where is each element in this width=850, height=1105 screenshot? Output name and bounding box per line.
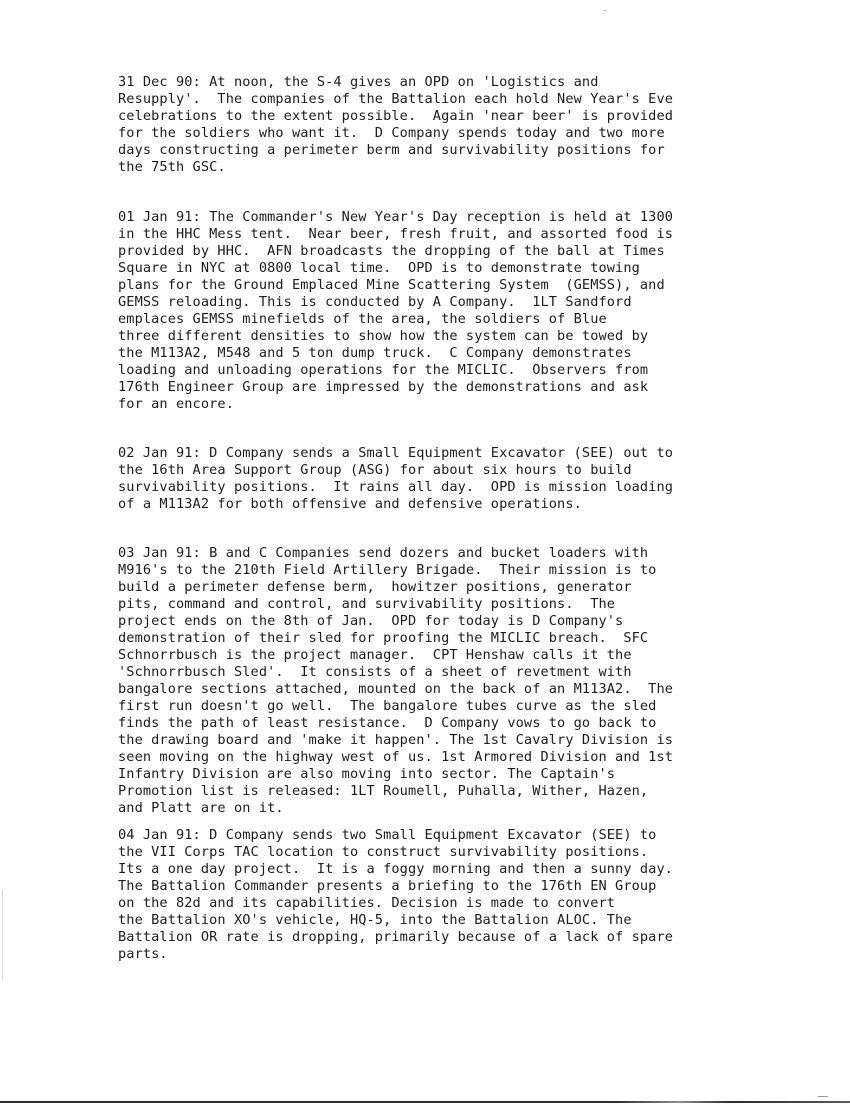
- left-margin-scan-line: [2, 890, 3, 980]
- log-entry-02-jan-91: 02 Jan 91: D Company sends a Small Equipment Excavator (SEE) out to the 16th Area Support Group (ASG) for about six hours to build survivability positions. It rains all day. OPD is mission loading of a M113A2 for both offensive and defensive operations.: [118, 445, 674, 512]
- log-entry-04-jan-91: 04 Jan 91: D Company sends two Small Equipment Excavator (SEE) to the VII Corps TAC location to construct survivability positions. Its a one day project. It is a foggy morning and then a sunny day. The Battalion Commander presents a briefing to the 176th EN Group on the 82d and its capabilities. Decision is made to convert the Battalion XO's vehicle, HQ-5, into the Battalion ALOC. The Battalion OR rate is dropping, primarily because of a lack of spare parts.: [118, 827, 674, 962]
- scan-speck: [604, 10, 606, 11]
- log-entry-03-jan-91: 03 Jan 91: B and C Companies send dozers and bucket loaders with M916's to the 210th Field Artillery Brigade. Their mission is to build a perimeter defense berm, howitzer positions, generator pits, command and control, and survivability positions. The project ends on the 8th of Jan. OPD for today is D Company's demonstration of their sled for proofing the MICLIC breach. SFC Schnorrbusch is the project manager. CPT Henshaw calls it the 'Schnorrbusch Sled'. It consists of a sheet of revetment with bangalore sections attached, mounted on the back of an M113A2. The first run doesn't go well. The bangalore tubes curve as the sled finds the path of least resistance. D Company vows to go back to the drawing board and 'make it happen'. The 1st Cavalry Division is seen moving on the highway west of us. 1st Armored Division and 1st Infantry Division are also moving into sector. The Captain's Promotion list is released: 1LT Roumell, Puhalla, Wither, Hazen, and Platt are on it.: [118, 545, 674, 816]
- scan-corner-mark: [818, 1096, 828, 1097]
- log-entry-01-jan-91: 01 Jan 91: The Commander's New Year's Day reception is held at 1300 in the HHC Mess tent. Near beer, fresh fruit, and assorted food is provided by HHC. AFN broadcasts the dropping of the ball at Times Square in NYC at 0800 local time. OPD is to demonstrate towing plans for the Ground Emplaced Mine Scattering System (GEMSS), and GEMSS reloading. This is conducted by A Company. 1LT Sandford emplaces GEMSS minefields of the area, the soldiers of Blue three different densities to show how the system can be towed by the M113A2, M548 and 5 ton dump truck. C Company demonstrates loading and unloading operations for the MICLIC. Observers from 176th Engineer Group are impressed by the demonstrations and ask for an encore.: [118, 209, 674, 412]
- log-entry-31-dec-90: 31 Dec 90: At noon, the S-4 gives an OPD on 'Logistics and Resupply'. The companies of the Battalion each hold New Year's Eve celebrations to the extent possible. Again 'near beer' is provided for the soldiers who want it. D Company spends today and two more days constructing a perimeter berm and survivability positions for the 75th GSC.: [118, 74, 674, 175]
- bottom-rule: [0, 1101, 850, 1103]
